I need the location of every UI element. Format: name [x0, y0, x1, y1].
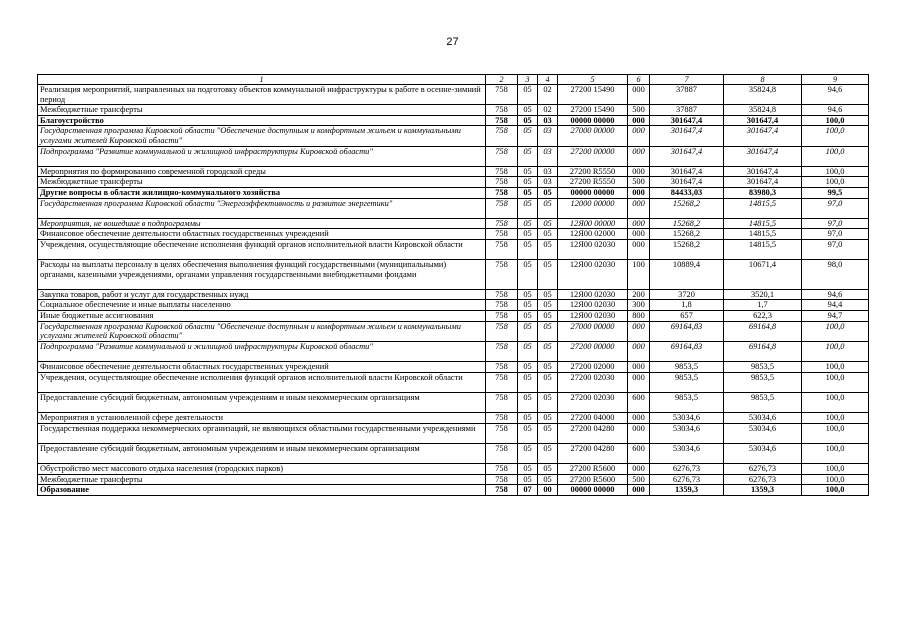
- value-cell: 94,6: [802, 105, 869, 116]
- value-cell: 301647,4: [724, 177, 802, 188]
- value-cell: 05: [518, 392, 538, 412]
- table-row: [38, 115, 869, 126]
- value-cell: 00000 00000: [558, 187, 628, 198]
- row-label-cell: Реализация мероприятий, направленных на подготовку объектов коммунальной инфраструктуры к работе в осенне-зимний период: [38, 85, 486, 105]
- value-cell: 05: [538, 229, 558, 240]
- value-cell: 100,0: [802, 372, 869, 392]
- value-cell: 05: [518, 300, 538, 311]
- value-cell: 05: [518, 463, 538, 474]
- value-cell: 53034,6: [650, 413, 724, 424]
- row-label-cell: Другие вопросы в области жилищно-коммунального хозяйства: [38, 187, 486, 198]
- value-cell: 000: [628, 126, 650, 146]
- value-cell: 6276,73: [650, 463, 724, 474]
- value-cell: 35824,8: [724, 105, 802, 116]
- value-cell: 301647,4: [724, 166, 802, 177]
- value-cell: 05: [518, 341, 538, 361]
- table-body: [38, 85, 869, 496]
- value-cell: 301647,4: [724, 126, 802, 146]
- table-row: [38, 300, 869, 311]
- value-cell: 758: [486, 362, 518, 373]
- table-row: [38, 105, 869, 116]
- value-cell: 758: [486, 177, 518, 188]
- value-cell: 758: [486, 85, 518, 105]
- value-cell: 03: [538, 126, 558, 146]
- value-cell: 12Я00 02030: [558, 289, 628, 300]
- header-cell: 7: [650, 75, 724, 85]
- table-row: [38, 485, 869, 496]
- row-label-cell: Подпрограмма "Развитие коммунальной и жилищной инфраструктуры Кировской области": [38, 146, 486, 166]
- value-cell: 15268,2: [650, 229, 724, 240]
- value-cell: 15268,2: [650, 239, 724, 259]
- value-cell: 27000 00000: [558, 126, 628, 146]
- value-cell: 1359,3: [724, 485, 802, 496]
- header-cell: 1: [38, 75, 486, 85]
- page-number: 27: [446, 36, 459, 48]
- value-cell: 05: [538, 474, 558, 485]
- value-cell: 9853,5: [724, 372, 802, 392]
- value-cell: 100,0: [802, 115, 869, 126]
- value-cell: 000: [628, 187, 650, 198]
- table-row: [38, 187, 869, 198]
- value-cell: 37887: [650, 85, 724, 105]
- value-cell: 301647,4: [650, 177, 724, 188]
- value-cell: 00: [538, 485, 558, 496]
- table-row: [38, 166, 869, 177]
- value-cell: 800: [628, 311, 650, 322]
- value-cell: 301647,4: [650, 126, 724, 146]
- value-cell: 500: [628, 177, 650, 188]
- value-cell: 05: [538, 289, 558, 300]
- value-cell: 500: [628, 105, 650, 116]
- value-cell: 94,6: [802, 289, 869, 300]
- row-label-cell: Финансовое обеспечение деятельности областных государственных учреждений: [38, 229, 486, 240]
- value-cell: 05: [518, 166, 538, 177]
- table-row: [38, 311, 869, 322]
- header-cell: 6: [628, 75, 650, 85]
- value-cell: 9853,5: [650, 362, 724, 373]
- table-row: [38, 146, 869, 166]
- table-row: [38, 198, 869, 218]
- value-cell: 27200 15490: [558, 105, 628, 116]
- row-label-cell: Межбюджетные трансферты: [38, 105, 486, 116]
- value-cell: 69164,8: [724, 341, 802, 361]
- row-label-cell: Учреждения, осуществляющие обеспечение исполнения функций органов исполнительной власти Кировской области: [38, 372, 486, 392]
- value-cell: 000: [628, 239, 650, 259]
- value-cell: 1,8: [650, 300, 724, 311]
- value-cell: 100,0: [802, 362, 869, 373]
- value-cell: 37887: [650, 105, 724, 116]
- value-cell: 27200 04000: [558, 413, 628, 424]
- value-cell: 100,0: [802, 413, 869, 424]
- value-cell: 05: [518, 289, 538, 300]
- table-header-row: [38, 75, 869, 85]
- value-cell: 9853,5: [650, 392, 724, 412]
- value-cell: 000: [628, 341, 650, 361]
- value-cell: 758: [486, 423, 518, 443]
- value-cell: 97,0: [802, 218, 869, 229]
- value-cell: 07: [518, 485, 538, 496]
- header-cell: 4: [538, 75, 558, 85]
- row-label-cell: Финансовое обеспечение деятельности областных государственных учреждений: [38, 362, 486, 373]
- value-cell: 758: [486, 413, 518, 424]
- value-cell: 301647,4: [650, 166, 724, 177]
- value-cell: 05: [538, 341, 558, 361]
- table-row: [38, 321, 869, 341]
- value-cell: 758: [486, 443, 518, 463]
- value-cell: 100,0: [802, 321, 869, 341]
- value-cell: 94,4: [802, 300, 869, 311]
- value-cell: 100,0: [802, 463, 869, 474]
- value-cell: 69164,8: [724, 321, 802, 341]
- table-row: [38, 474, 869, 485]
- value-cell: 02: [538, 105, 558, 116]
- value-cell: 3520,1: [724, 289, 802, 300]
- value-cell: 14815,5: [724, 239, 802, 259]
- value-cell: 758: [486, 146, 518, 166]
- value-cell: 100,0: [802, 177, 869, 188]
- value-cell: 05: [538, 321, 558, 341]
- value-cell: 000: [628, 218, 650, 229]
- value-cell: 05: [538, 198, 558, 218]
- value-cell: 758: [486, 218, 518, 229]
- value-cell: 758: [486, 289, 518, 300]
- value-cell: 27200 R5600: [558, 463, 628, 474]
- value-cell: 12000 00000: [558, 198, 628, 218]
- row-label-cell: Социальное обеспечение и иные выплаты населению: [38, 300, 486, 311]
- value-cell: 05: [518, 115, 538, 126]
- budget-table: [37, 74, 869, 496]
- value-cell: 97,0: [802, 239, 869, 259]
- value-cell: 301647,4: [724, 146, 802, 166]
- value-cell: 05: [518, 413, 538, 424]
- value-cell: 1,7: [724, 300, 802, 311]
- value-cell: 27200 15490: [558, 85, 628, 105]
- value-cell: 000: [628, 463, 650, 474]
- value-cell: 100,0: [802, 166, 869, 177]
- value-cell: 758: [486, 341, 518, 361]
- value-cell: 000: [628, 423, 650, 443]
- value-cell: 05: [518, 198, 538, 218]
- row-label-cell: Учреждения, осуществляющие обеспечение исполнения функций органов исполнительной власти Кировской области: [38, 239, 486, 259]
- value-cell: 53034,6: [650, 443, 724, 463]
- value-cell: 03: [538, 177, 558, 188]
- row-label-cell: Предоставление субсидий бюджетным, автономным учреждениям и иным некоммерческим организациям: [38, 443, 486, 463]
- value-cell: 05: [538, 239, 558, 259]
- value-cell: 9853,5: [650, 372, 724, 392]
- table-row: [38, 177, 869, 188]
- value-cell: 500: [628, 474, 650, 485]
- value-cell: 10889,4: [650, 260, 724, 290]
- row-label-cell: Государственная поддержка некоммерческих организаций, не являющихся областными государственными учреждениями: [38, 423, 486, 443]
- table-row: [38, 362, 869, 373]
- value-cell: 05: [538, 218, 558, 229]
- value-cell: 35824,8: [724, 85, 802, 105]
- row-label-cell: Межбюджетные трансферты: [38, 177, 486, 188]
- value-cell: 100,0: [802, 485, 869, 496]
- value-cell: 05: [538, 311, 558, 322]
- value-cell: 94,7: [802, 311, 869, 322]
- value-cell: 27200 02000: [558, 362, 628, 373]
- value-cell: 000: [628, 413, 650, 424]
- value-cell: 200: [628, 289, 650, 300]
- value-cell: 05: [518, 126, 538, 146]
- value-cell: 05: [518, 321, 538, 341]
- header-cell: 9: [802, 75, 869, 85]
- value-cell: 758: [486, 463, 518, 474]
- value-cell: 27200 04280: [558, 423, 628, 443]
- value-cell: 53034,6: [650, 423, 724, 443]
- value-cell: 03: [538, 166, 558, 177]
- value-cell: 758: [486, 485, 518, 496]
- value-cell: 94,6: [802, 85, 869, 105]
- row-label-cell: Предоставление субсидий бюджетным, автономным учреждениям и иным некоммерческим организациям: [38, 392, 486, 412]
- table-row: [38, 85, 869, 105]
- value-cell: 12Я00 00000: [558, 218, 628, 229]
- table-row: [38, 229, 869, 240]
- value-cell: 53034,6: [724, 443, 802, 463]
- table-row: [38, 341, 869, 361]
- value-cell: 9853,5: [724, 392, 802, 412]
- value-cell: 100,0: [802, 341, 869, 361]
- value-cell: 000: [628, 362, 650, 373]
- value-cell: 758: [486, 392, 518, 412]
- value-cell: 05: [518, 443, 538, 463]
- value-cell: 300: [628, 300, 650, 311]
- row-label-cell: Иные бюджетные ассигнования: [38, 311, 486, 322]
- value-cell: 758: [486, 187, 518, 198]
- value-cell: 6276,73: [724, 474, 802, 485]
- value-cell: 000: [628, 321, 650, 341]
- value-cell: 05: [518, 474, 538, 485]
- value-cell: 100,0: [802, 146, 869, 166]
- value-cell: 100,0: [802, 126, 869, 146]
- value-cell: 12Я00 02030: [558, 239, 628, 259]
- value-cell: 05: [518, 187, 538, 198]
- value-cell: 98,0: [802, 260, 869, 290]
- value-cell: 301647,4: [650, 115, 724, 126]
- value-cell: 05: [518, 239, 538, 259]
- row-label-cell: Мероприятия в установленной сфере деятельности: [38, 413, 486, 424]
- table-row: [38, 289, 869, 300]
- value-cell: 100,0: [802, 474, 869, 485]
- value-cell: 1359,3: [650, 485, 724, 496]
- value-cell: 100,0: [802, 392, 869, 412]
- row-label-cell: Государственная программа Кировской области "Обеспечение доступным и комфортным жильем и коммунальными услугами жителей Кировской области": [38, 126, 486, 146]
- value-cell: 27200 04280: [558, 443, 628, 463]
- value-cell: 69164,83: [650, 321, 724, 341]
- value-cell: 758: [486, 311, 518, 322]
- value-cell: 27200 R5550: [558, 177, 628, 188]
- value-cell: 27200 R5550: [558, 166, 628, 177]
- value-cell: 05: [538, 362, 558, 373]
- value-cell: 301647,4: [724, 115, 802, 126]
- value-cell: 05: [518, 362, 538, 373]
- value-cell: 758: [486, 321, 518, 341]
- value-cell: 05: [538, 423, 558, 443]
- value-cell: 9853,5: [724, 362, 802, 373]
- value-cell: 12Я00 02030: [558, 311, 628, 322]
- value-cell: 6276,73: [724, 463, 802, 474]
- value-cell: 83980,3: [724, 187, 802, 198]
- value-cell: 27200 00000: [558, 146, 628, 166]
- row-label-cell: Образование: [38, 485, 486, 496]
- value-cell: 14815,5: [724, 218, 802, 229]
- table-row: [38, 392, 869, 412]
- value-cell: 99,5: [802, 187, 869, 198]
- value-cell: 00000 00000: [558, 115, 628, 126]
- value-cell: 27000 00000: [558, 321, 628, 341]
- value-cell: 27200 02030: [558, 372, 628, 392]
- value-cell: 758: [486, 166, 518, 177]
- value-cell: 05: [518, 105, 538, 116]
- value-cell: 05: [518, 260, 538, 290]
- value-cell: 03: [538, 146, 558, 166]
- value-cell: 69164,83: [650, 341, 724, 361]
- table-row: [38, 126, 869, 146]
- header-cell: 3: [518, 75, 538, 85]
- value-cell: 758: [486, 126, 518, 146]
- table-row: [38, 239, 869, 259]
- row-label-cell: Благоустройство: [38, 115, 486, 126]
- value-cell: 14815,5: [724, 198, 802, 218]
- value-cell: 000: [628, 198, 650, 218]
- value-cell: 05: [518, 177, 538, 188]
- value-cell: 84433,03: [650, 187, 724, 198]
- value-cell: 05: [538, 260, 558, 290]
- value-cell: 100,0: [802, 443, 869, 463]
- value-cell: 03: [538, 115, 558, 126]
- table-row: [38, 372, 869, 392]
- row-label-cell: Закупка товаров, работ и услуг для государственных нужд: [38, 289, 486, 300]
- value-cell: 27200 R5600: [558, 474, 628, 485]
- value-cell: 622,3: [724, 311, 802, 322]
- value-cell: 758: [486, 198, 518, 218]
- value-cell: 657: [650, 311, 724, 322]
- table-row: [38, 218, 869, 229]
- value-cell: 05: [518, 423, 538, 443]
- row-label-cell: Мероприятия по формированию современной городской среды: [38, 166, 486, 177]
- value-cell: 27200 00000: [558, 341, 628, 361]
- value-cell: 758: [486, 474, 518, 485]
- value-cell: 301647,4: [650, 146, 724, 166]
- value-cell: 05: [518, 372, 538, 392]
- value-cell: 12Я00 02000: [558, 229, 628, 240]
- value-cell: 758: [486, 229, 518, 240]
- value-cell: 758: [486, 239, 518, 259]
- value-cell: 15268,2: [650, 218, 724, 229]
- value-cell: 758: [486, 372, 518, 392]
- value-cell: 12Я00 02030: [558, 260, 628, 290]
- value-cell: 000: [628, 115, 650, 126]
- value-cell: 05: [538, 300, 558, 311]
- value-cell: 6276,73: [650, 474, 724, 485]
- header-cell: 8: [724, 75, 802, 85]
- value-cell: 100: [628, 260, 650, 290]
- value-cell: 758: [486, 300, 518, 311]
- value-cell: 05: [518, 85, 538, 105]
- value-cell: 758: [486, 115, 518, 126]
- value-cell: 12Я00 02030: [558, 300, 628, 311]
- value-cell: 000: [628, 146, 650, 166]
- table-row: [38, 423, 869, 443]
- row-label-cell: Межбюджетные трансферты: [38, 474, 486, 485]
- header-cell: 5: [558, 75, 628, 85]
- table-row: [38, 443, 869, 463]
- table-row: [38, 413, 869, 424]
- value-cell: 3720: [650, 289, 724, 300]
- value-cell: 05: [538, 187, 558, 198]
- value-cell: 05: [538, 392, 558, 412]
- row-label-cell: Расходы на выплаты персоналу в целях обеспечения выполнения функций государственными (муниципальными) органами, казенными учреждениями, органами управления государственными внебюджетными фондами: [38, 260, 486, 290]
- value-cell: 05: [538, 463, 558, 474]
- value-cell: 10671,4: [724, 260, 802, 290]
- value-cell: 05: [518, 229, 538, 240]
- value-cell: 100,0: [802, 423, 869, 443]
- value-cell: 97,0: [802, 198, 869, 218]
- value-cell: 15268,2: [650, 198, 724, 218]
- value-cell: 000: [628, 166, 650, 177]
- table-row: [38, 260, 869, 290]
- value-cell: 000: [628, 485, 650, 496]
- value-cell: 53034,6: [724, 423, 802, 443]
- value-cell: 600: [628, 443, 650, 463]
- value-cell: 05: [538, 443, 558, 463]
- value-cell: 53034,6: [724, 413, 802, 424]
- value-cell: 05: [538, 413, 558, 424]
- value-cell: 14815,5: [724, 229, 802, 240]
- value-cell: 000: [628, 372, 650, 392]
- value-cell: 000: [628, 229, 650, 240]
- value-cell: 05: [518, 146, 538, 166]
- row-label-cell: Государственная программа Кировской области "Энергоэффективность и развитие энергетики": [38, 198, 486, 218]
- value-cell: 00000 00000: [558, 485, 628, 496]
- value-cell: 27200 02030: [558, 392, 628, 412]
- value-cell: 758: [486, 260, 518, 290]
- row-label-cell: Обустройство мест массового отдыха населения (городских парков): [38, 463, 486, 474]
- value-cell: 05: [518, 218, 538, 229]
- row-label-cell: Подпрограмма "Развитие коммунальной и жилищной инфраструктуры Кировской области": [38, 341, 486, 361]
- value-cell: 05: [538, 372, 558, 392]
- row-label-cell: Мероприятия, не вошедшие в подпрограммы: [38, 218, 486, 229]
- value-cell: 97,0: [802, 229, 869, 240]
- value-cell: 02: [538, 85, 558, 105]
- value-cell: 600: [628, 392, 650, 412]
- table-row: [38, 463, 869, 474]
- row-label-cell: Государственная программа Кировской области "Обеспечение доступным и комфортным жильем и коммунальными услугами жителей Кировской области": [38, 321, 486, 341]
- header-cell: 2: [486, 75, 518, 85]
- value-cell: 000: [628, 85, 650, 105]
- value-cell: 05: [518, 311, 538, 322]
- value-cell: 758: [486, 105, 518, 116]
